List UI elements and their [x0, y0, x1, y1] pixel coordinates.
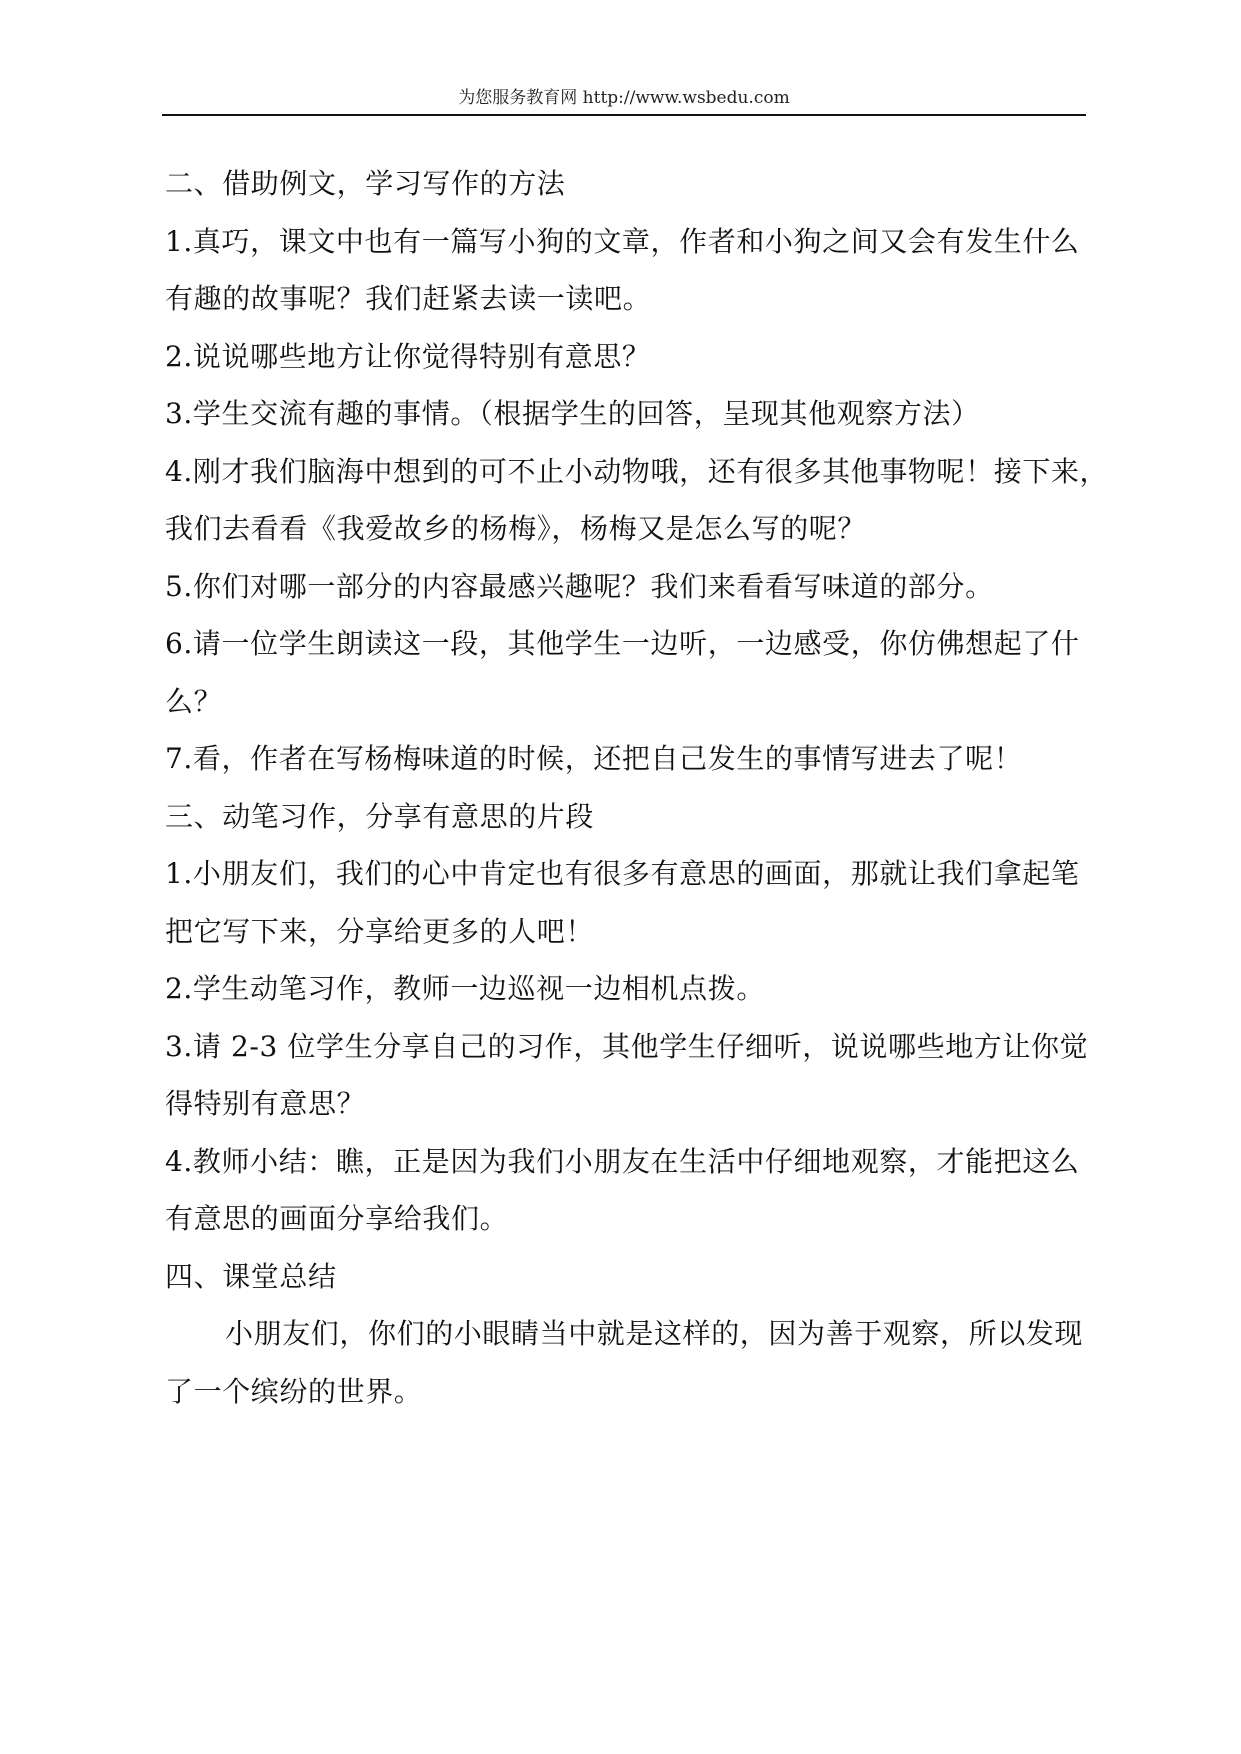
paragraph-line: 7.看，作者在写杨梅味道的时候，还把自己发生的事情写进去了呢！	[165, 742, 1023, 775]
paragraph-line: 么？	[165, 684, 223, 718]
paragraph-line: 3.学生交流有趣的事情。（根据学生的回答，呈现其他观察方法）	[165, 397, 980, 430]
paragraph-line: 4.刚才我们脑海中想到的可不止小动物哦，还有很多其他事物呢！接下来，	[165, 454, 1109, 488]
section-heading-4: 四、课堂总结	[165, 1259, 337, 1293]
paragraph-line: 1.小朋友们，我们的心中肯定也有很多有意思的画面，那就让我们拿起笔	[165, 857, 1080, 890]
paragraph-line: 4.教师小结：瞧，正是因为我们小朋友在生活中仔细地观察，才能把这么	[165, 1144, 1080, 1178]
paragraph-line: 3.请 2-3 位学生分享自己的习作，其他学生仔细听，说说哪些地方让你觉	[165, 1029, 1089, 1063]
page-header: 为您服务教育网 http://www.wsbedu.com	[458, 88, 790, 108]
paragraph-line: 2.学生动笔习作，教师一边巡视一边相机点拨。	[165, 972, 765, 1005]
section-heading-2: 二、借助例文，学习写作的方法	[165, 167, 566, 200]
paragraph-line: 我们去看看《我爱故乡的杨梅》，杨梅又是怎么写的呢？	[165, 512, 867, 545]
paragraph-line: 有趣的故事呢？我们赶紧去读一读吧。	[165, 282, 652, 315]
paragraph-line: 有意思的画面分享给我们。	[165, 1202, 509, 1235]
document-body	[165, 155, 1109, 1420]
paragraph-line: 1.真巧，课文中也有一篇写小狗的文章，作者和小狗之间又会有发生什么	[165, 224, 1080, 258]
paragraph-line: 6.请一位学生朗读这一段，其他学生一边听，一边感受，你仿佛想起了什	[165, 627, 1080, 660]
summary-paragraph-line: 小朋友们，你们的小眼睛当中就是这样的，因为善于观察，所以发现	[225, 1317, 1084, 1350]
paragraph-line: 得特别有意思？	[165, 1087, 366, 1120]
paragraph-line: 把它写下来，分享给更多的人吧！	[165, 914, 595, 948]
section-heading-3: 三、动笔习作，分享有意思的片段	[165, 799, 595, 833]
paragraph-line: 2.说说哪些地方让你觉得特别有意思？	[165, 339, 651, 373]
paragraph-line: 5.你们对哪一部分的内容最感兴趣呢？我们来看看写味道的部分。	[165, 569, 994, 603]
summary-paragraph-line: 了一个缤纷的世界。	[165, 1374, 423, 1408]
header-divider	[162, 114, 1086, 116]
